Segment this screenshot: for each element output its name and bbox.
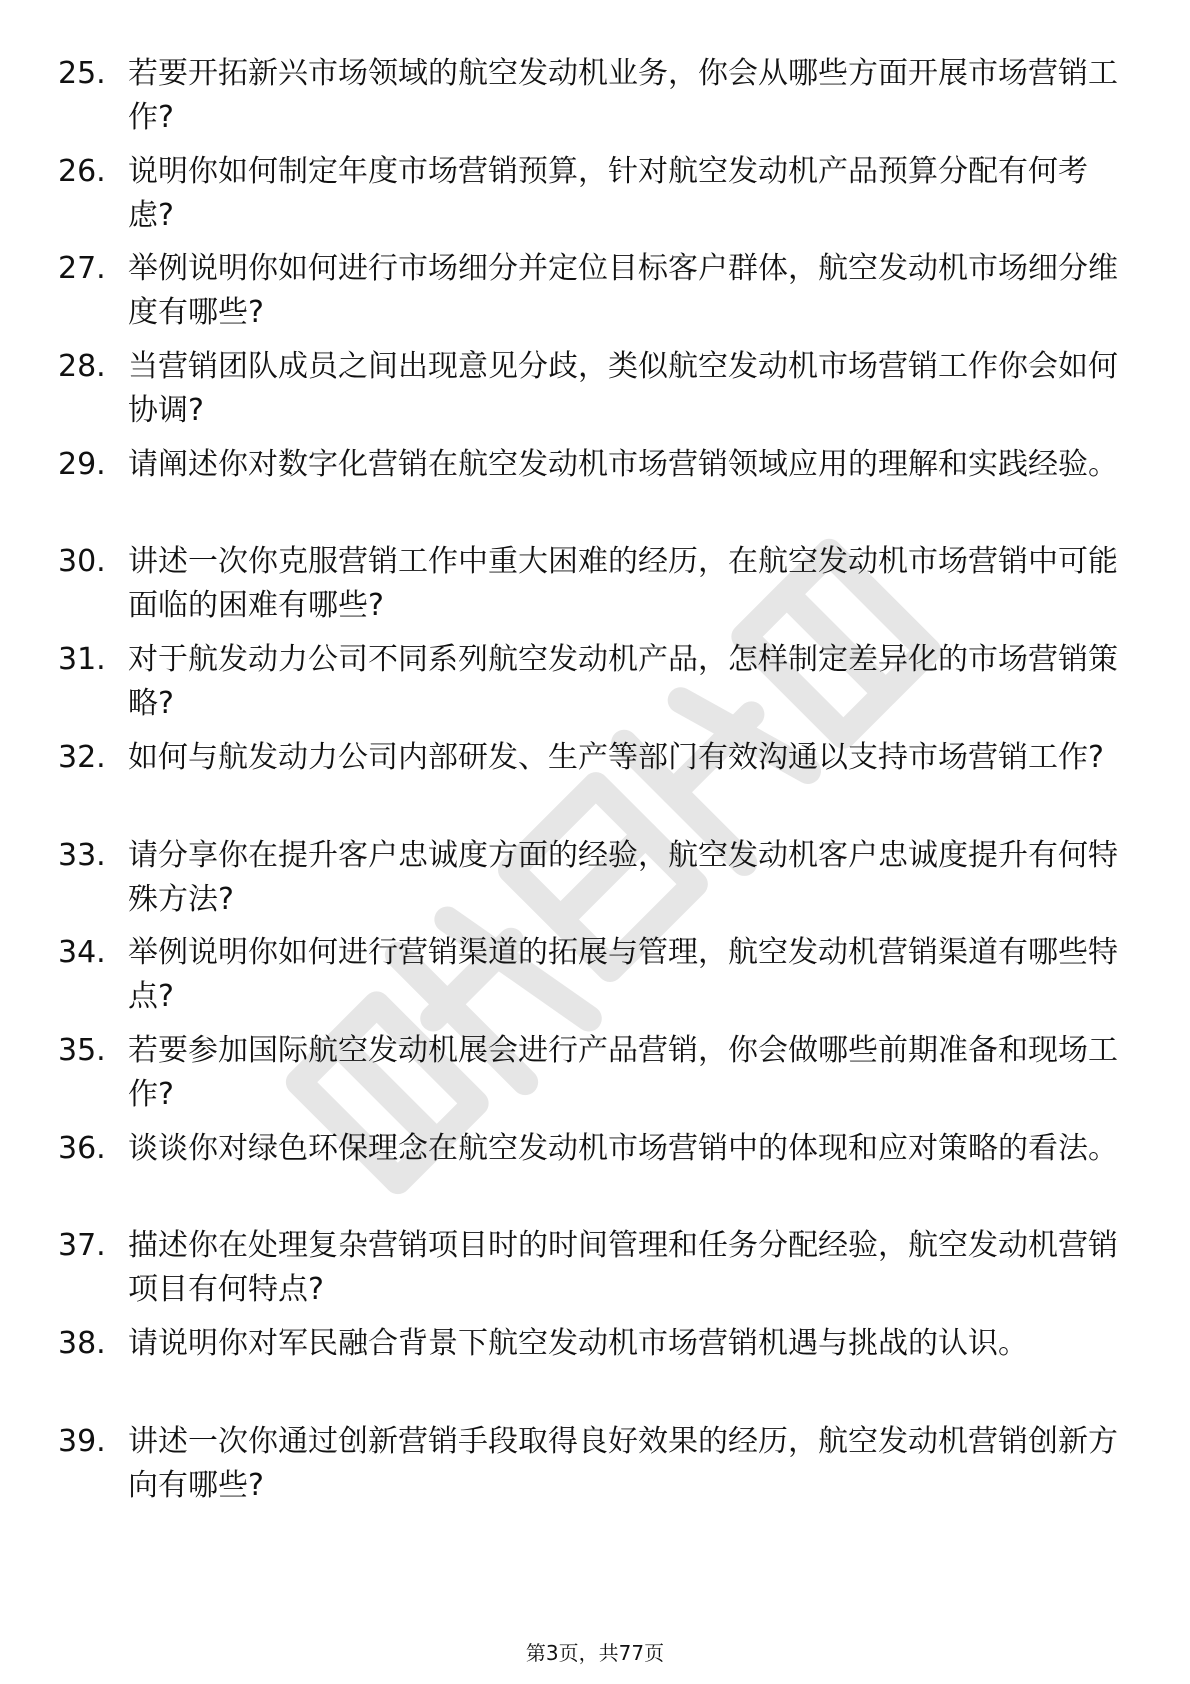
question-number: 25.	[58, 56, 106, 91]
question-item	[58, 540, 1138, 638]
question-item	[58, 736, 1138, 834]
page-footer: 第3页，共77页	[525, 1641, 665, 1665]
question-number: 31.	[58, 642, 106, 678]
question-number: 33.	[58, 837, 106, 873]
question-text: 当营销团队成员之间出现意见分歧，类似航空发动机市场营销工作你会如何协调?	[128, 349, 1118, 429]
question-text: 举例说明你如何进行市场细分并定位目标客户群体，航空发动机市场细分维度有哪些?	[128, 251, 1118, 331]
question-number: 32.	[58, 739, 106, 775]
question-number: 39.	[58, 1423, 106, 1459]
question-number: 27.	[58, 251, 106, 287]
question-text: 如何与航发动力公司内部研发、生产等部门有效沟通以支持市场营销工作?	[128, 739, 1104, 775]
question-text: 讲述一次你克服营销工作中重大困难的经历，在航空发动机市场营销中可能面临的困难有哪些?	[128, 544, 1118, 624]
question-number: 26.	[58, 153, 106, 189]
question-item	[58, 150, 1138, 248]
question-text: 说明你如何制定年度市场营销预算，针对航空发动机产品预算分配有何考虑?	[128, 153, 1088, 233]
question-text: 请阐述你对数字化营销在航空发动机市场营销领域应用的理解和实践经验。	[128, 446, 1118, 482]
question-number: 34.	[58, 935, 106, 971]
question-item	[58, 1322, 1138, 1420]
question-item	[58, 247, 1138, 345]
question-text: 描述你在处理复杂营销项目时的时间管理和任务分配经验，航空发动机营销项目有何特点?	[128, 1228, 1118, 1308]
question-text: 若要参加国际航空发动机展会进行产品营销，你会做哪些前期准备和现场工作?	[128, 1032, 1118, 1112]
question-item	[58, 1224, 1138, 1322]
question-text: 对于航发动力公司不同系列航空发动机产品，怎样制定差异化的市场营销策略?	[128, 642, 1118, 722]
question-item	[58, 52, 1138, 150]
question-item	[58, 638, 1138, 736]
question-number: 29.	[58, 446, 106, 482]
question-text: 举例说明你如何进行营销渠道的拓展与管理，航空发动机营销渠道有哪些特点?	[128, 935, 1118, 1015]
question-number: 28.	[58, 349, 106, 385]
question-item	[58, 1029, 1138, 1127]
question-item	[58, 443, 1138, 541]
question-number: 30.	[58, 544, 106, 580]
question-item	[58, 1127, 1138, 1225]
question-item	[58, 931, 1138, 1029]
question-text: 若要开拓新兴市场领域的航空发动机业务，你会从哪些方面开展市场营销工作?	[128, 56, 1118, 135]
question-item	[58, 345, 1138, 443]
question-number: 38.	[58, 1325, 106, 1361]
question-text: 谈谈你对绿色环保理念在航空发动机市场营销中的体现和应对策略的看法。	[128, 1130, 1118, 1166]
question-text: 请说明你对军民融合背景下航空发动机市场营销机遇与挑战的认识。	[128, 1325, 1028, 1361]
question-number: 35.	[58, 1032, 106, 1068]
question-text: 请分享你在提升客户忠诚度方面的经验，航空发动机客户忠诚度提升有何特殊方法?	[128, 837, 1118, 917]
question-number: 37.	[58, 1228, 106, 1264]
question-item	[58, 1420, 1138, 1518]
question-list	[58, 52, 1138, 1517]
question-text: 讲述一次你通过创新营销手段取得良好效果的经历，航空发动机营销创新方向有哪些?	[128, 1423, 1118, 1503]
question-number: 36.	[58, 1130, 106, 1166]
question-item	[58, 834, 1138, 932]
